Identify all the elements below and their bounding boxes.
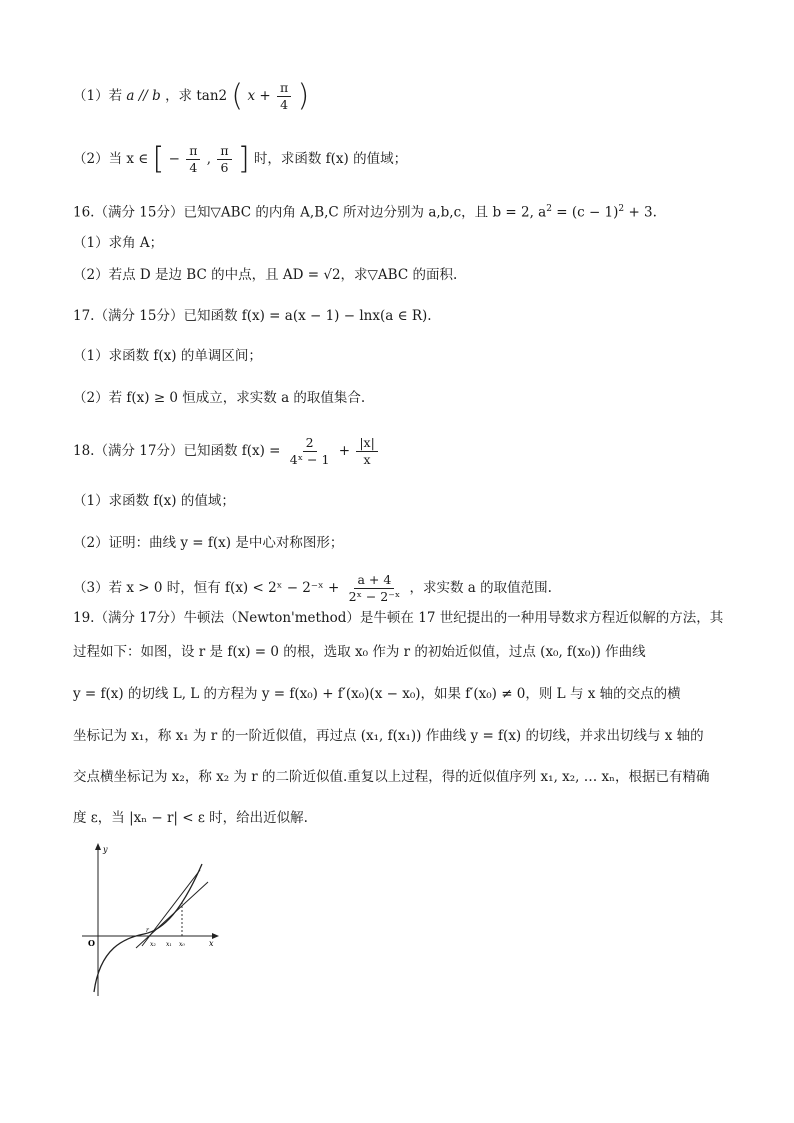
q15-part2-prefix: （2）当 x ∈ [73, 151, 149, 167]
q19-line-6: 度 ε，当 |xₙ − r| < ε 时，给出近似解. [73, 810, 308, 826]
q15-part2-interval-lower: $\frac{\pi}{4}$ [186, 143, 200, 176]
q15-part1-fraction: $\frac{\pi}{4}$ [277, 80, 291, 113]
q19-line-5: 交点横坐标记为 x₂，称 x₂ 为 r 的二阶近似值.重复以上过程，得的近似值序列 x₁, x₂, … xₙ，根据已有精确 [73, 769, 710, 785]
q16-stem: 16.（满分 15分）已知▽ABC 的内角 A,B,C 所对边分别为 a,b,c，且 b = 2, $a^2 = (c - 1)^2 + 3$. [73, 204, 657, 221]
q15-part2-ask: 时，求函数 f(x) 的值域； [253, 151, 408, 167]
q15-part1-prefix: （1）若 [73, 88, 123, 104]
q15-part1-ask: ，求 tan2 [165, 88, 228, 104]
q16-part1: （1）求角 A； [73, 235, 164, 251]
q18-part1: （1）求函数 f(x) 的值域； [73, 493, 235, 509]
newton-method-graph [78, 840, 226, 1000]
q18-stem: 18.（满分 17分）已知函数 f(x) = $\frac{2}{\text{4ˣ − 1}}$ + $\frac{|x|}{x}$ [73, 435, 380, 468]
q18-fraction-2: $\frac{|x|}{x}$ [356, 435, 377, 468]
x0-label: x₀ [179, 941, 185, 948]
q17-part2: （2）若 f(x) ≥ 0 恒成立，求实数 a 的取值集合. [73, 390, 366, 406]
q15-part1-inner: x + [247, 88, 271, 104]
q19-line-3: y = f(x) 的切线 L, L 的方程为 y = f(x₀) + f′(x₀)(x − x₀)，如果 f′(x₀) ≠ 0，则 L 与 x 轴的交点的横 [73, 686, 681, 702]
q18-part3: （3）若 x > 0 时，恒有 f(x) < 2ˣ − 2⁻ˣ + $\frac{a + 4}{\text{2ˣ − 2⁻ˣ}}$ ，求实数 a 的取值范围. [73, 572, 552, 604]
q17-part1: （1）求函数 f(x) 的单调区间； [73, 348, 262, 364]
q19-line-1: 19.（满分 17分）牛顿法（Newton'method）是牛顿在 17 世纪提出的一种用导数求方程近似解的方法，其 [73, 610, 724, 626]
tangent-line-L [136, 882, 208, 948]
q18-part3-fraction: $\frac{a + 4}{\text{2ˣ − 2⁻ˣ}}$ [348, 572, 401, 604]
q18-fraction-1: $\frac{2}{\text{4ˣ − 1}}$ [289, 435, 330, 467]
y-axis-arrow [95, 843, 101, 850]
tangent-line-2 [142, 870, 200, 946]
q18-part2: （2）证明：曲线 y = f(x) 是中心对称图形； [73, 535, 344, 551]
root-r-label: r [146, 927, 149, 934]
q19-line-4: 坐标记为 x₁，称 x₁ 为 r 的一阶近似值，再过点 (x₁, f(x₁)) 作曲线 y = f(x) 的切线，并求出切线与 x 轴的 [73, 728, 704, 744]
q15-part1-condition: a // b [126, 88, 161, 104]
q15-part2: （2）当 x ∈ [ − $\frac{\pi}{4}$ , $\frac{\pi}{6}$ ] 时，求函数 f(x) 的值域； [73, 141, 408, 177]
q17-stem: 17.（满分 15分）已知函数 f(x) = a(x − 1) − lnx(a ∈ R). [73, 308, 432, 324]
origin-label: O [88, 938, 95, 948]
x2-label: x₂ [150, 941, 156, 948]
q19-line-2: 过程如下：如图，设 r 是 f(x) = 0 的根，选取 x₀ 作为 r 的初始近似值，过点 (x₀, f(x₀)) 作曲线 [73, 644, 646, 660]
newton-method-figure [78, 840, 226, 1000]
y-axis-label: y [103, 845, 108, 854]
q16-part2: （2）若点 D 是边 BC 的中点，且 AD = √2，求▽ABC 的面积. [73, 267, 458, 283]
x1-label: x₁ [166, 941, 172, 948]
q15-part1: （1）若 a // b ，求 tan2 ( x + $\frac{\pi}{4}$ ) [73, 78, 310, 114]
x-axis-label: x [209, 939, 214, 948]
q15-part2-interval-upper: $\frac{\pi}{6}$ [217, 143, 231, 176]
